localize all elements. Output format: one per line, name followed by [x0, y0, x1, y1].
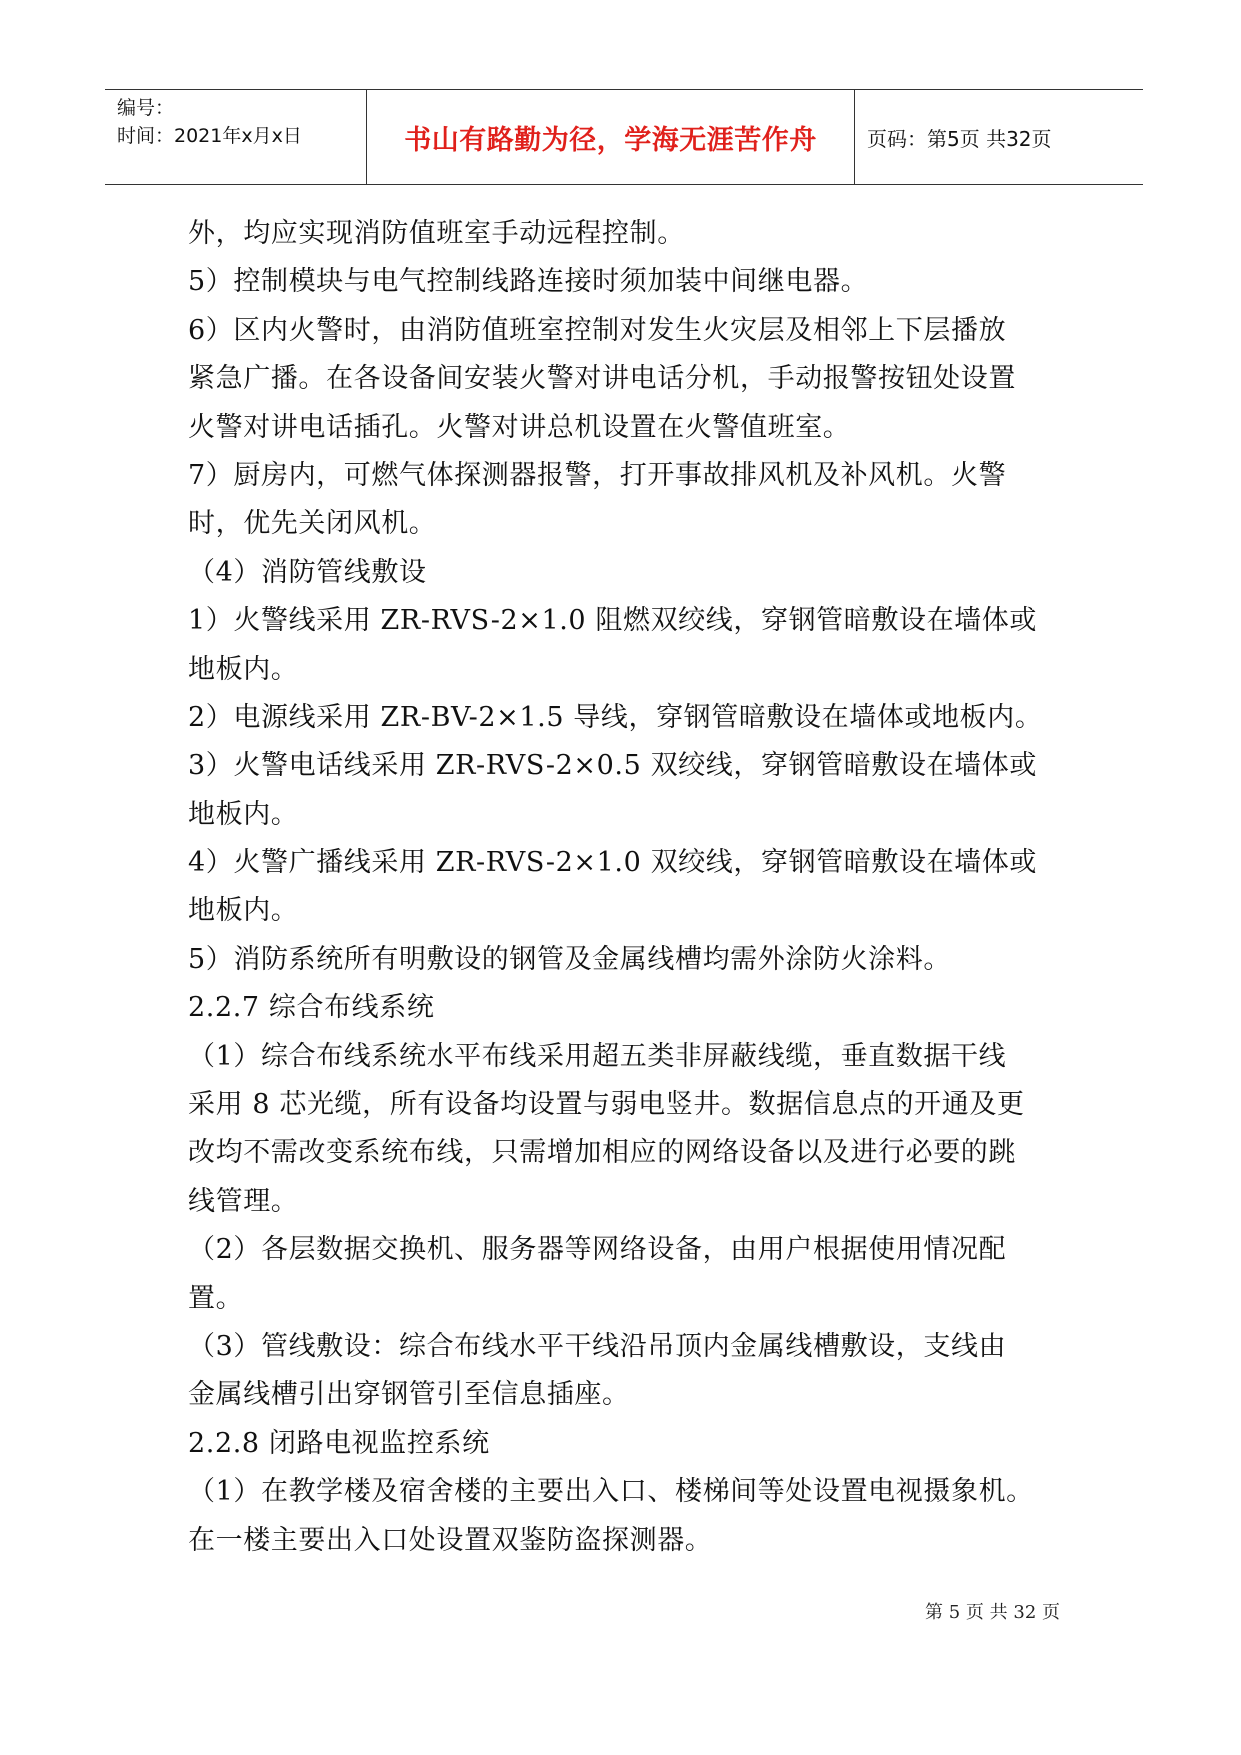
- header-meta-cell: [105, 90, 367, 184]
- text-line: 火警对讲电话插孔。火警对讲总机设置在火警值班室。: [188, 411, 851, 443]
- header-page-info-cell: [855, 90, 1143, 184]
- header-motto: 书山有路勤为径，学海无涯苦作舟: [404, 124, 817, 156]
- text-line: 4）火警广播线采用 ZR-RVS-2×1.0 双绞线，穿钢管暗敷设在墙体或: [188, 847, 1037, 879]
- text-line: 紧急广播。在各设备间安装火警对讲电话分机，手动报警按钮处设置: [188, 363, 1016, 395]
- header-page-info: 页码：第5页 共32页: [867, 126, 1052, 151]
- text-line: 时，优先关闭风机。: [188, 508, 437, 540]
- section-heading: （4）消防管线敷设: [188, 556, 427, 588]
- text-line: 2）电源线采用 ZR-BV-2×1.5 导线，穿钢管暗敷设在墙体或地板内。: [188, 701, 1043, 733]
- text-line: 5）控制模块与电气控制线路连接时须加装中间继电器。: [188, 266, 869, 298]
- text-line: 改均不需改变系统布线，只需增加相应的网络设备以及进行必要的跳: [188, 1137, 1016, 1169]
- text-line: （1）在教学楼及宿舍楼的主要出入口、楼梯间等处设置电视摄象机。: [188, 1476, 1034, 1508]
- section-heading: 2.2.7 综合布线系统: [188, 992, 435, 1024]
- header-number-label: 编号：: [117, 97, 175, 119]
- text-line: 地板内。: [188, 895, 299, 927]
- text-line: 金属线槽引出穿钢管引至信息插座。: [188, 1379, 630, 1411]
- text-line: （1）综合布线系统水平布线采用超五类非屏蔽线缆，垂直数据干线: [188, 1040, 1007, 1072]
- text-line: （3）管线敷设：综合布线水平干线沿吊顶内金属线槽敷设，支线由: [188, 1330, 1007, 1362]
- text-line: 外，均应实现消防值班室手动远程控制。: [188, 218, 685, 249]
- text-line: 3）火警电话线采用 ZR-RVS-2×0.5 双绞线，穿钢管暗敷设在墙体或: [188, 750, 1037, 782]
- text-line: （2）各层数据交换机、服务器等网络设备，由用户根据使用情况配: [188, 1234, 1007, 1266]
- text-line: 线管理。: [188, 1185, 299, 1217]
- text-line: 6）区内火警时，由消防值班室控制对发生火灾层及相邻上下层播放: [188, 314, 1007, 346]
- page-footer: 第 5 页 共 32 页: [925, 1602, 1060, 1623]
- body-text: [188, 210, 1068, 1565]
- text-line: 1）火警线采用 ZR-RVS-2×1.0 阻燃双绞线，穿钢管暗敷设在墙体或: [188, 605, 1037, 637]
- section-heading: 2.2.8 闭路电视监控系统: [188, 1427, 490, 1459]
- text-line: 7）厨房内，可燃气体探测器报警，打开事故排风机及补风机。火警: [188, 459, 1007, 491]
- text-line: 5）消防系统所有明敷设的钢管及金属线槽均需外涂防火涂料。: [188, 943, 951, 975]
- text-line: 置。: [188, 1282, 244, 1314]
- header-motto-cell: [367, 90, 855, 184]
- header-time-label: 时间：2021年x月x日: [117, 125, 302, 147]
- page-header: [105, 89, 1143, 185]
- text-line: 地板内。: [188, 798, 299, 830]
- text-line: 在一楼主要出入口处设置双鉴防盗探测器。: [188, 1524, 713, 1556]
- text-line: 地板内。: [188, 653, 299, 685]
- text-line: 采用 8 芯光缆，所有设备均设置与弱电竖井。数据信息点的开通及更: [188, 1089, 1025, 1121]
